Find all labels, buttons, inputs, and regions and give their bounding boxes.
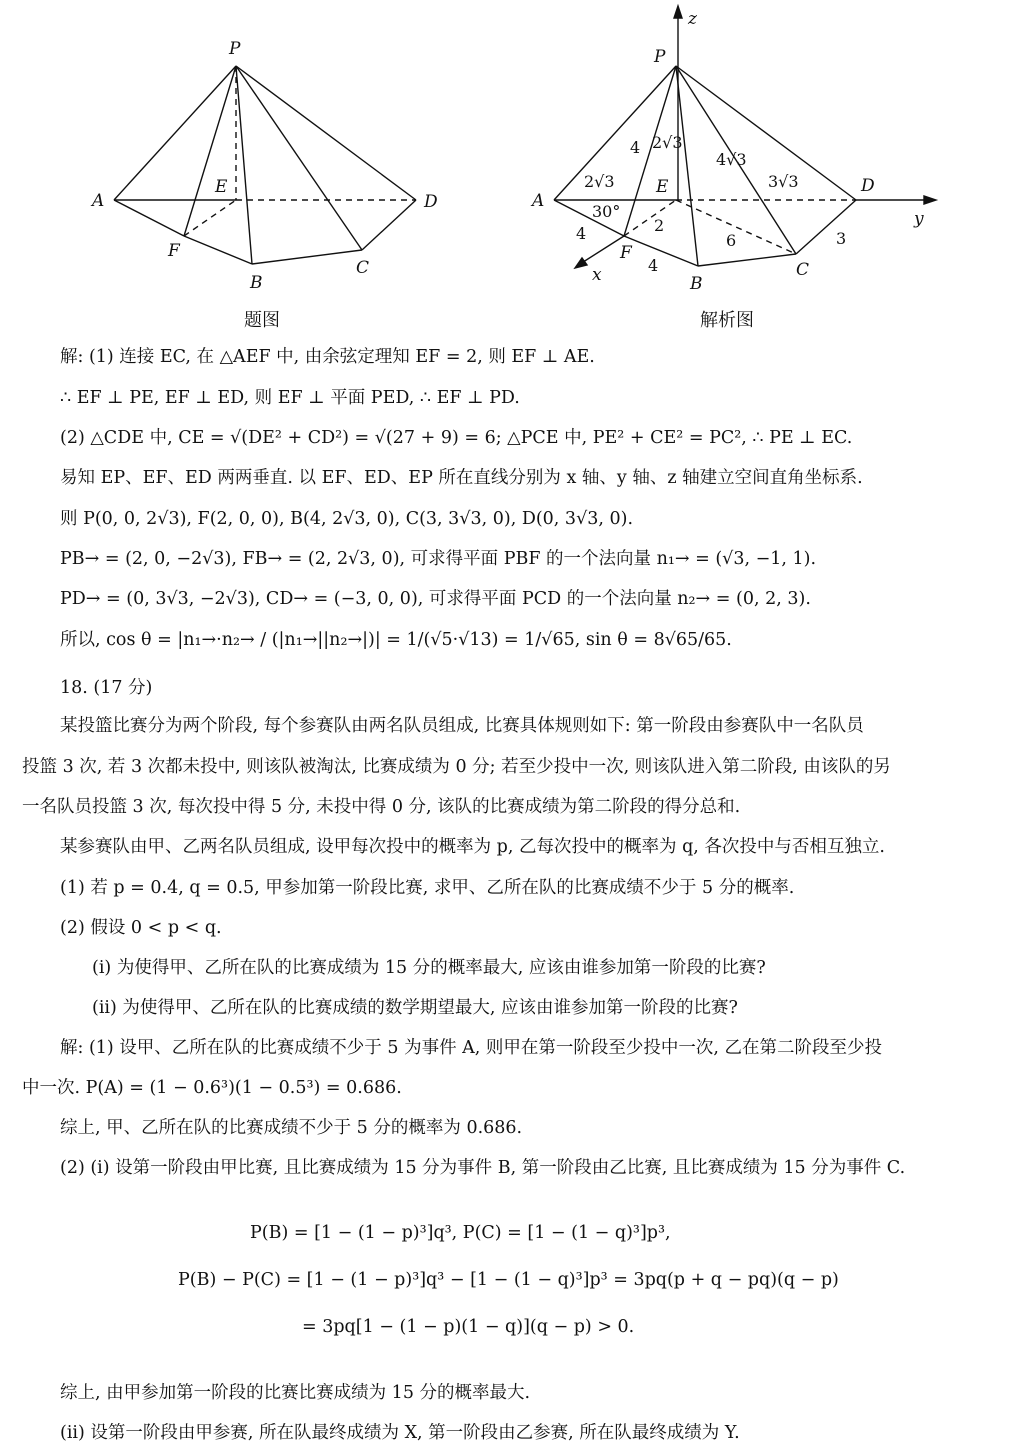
equation-3: = 3pq[1 − (1 − p)(1 − q)](q − p) > 0. — [302, 1317, 635, 1337]
label-c: C — [796, 260, 810, 280]
solution-line-4: 易知 EP、EF、ED 两两垂直. 以 EF、ED、EP 所在直线分别为 x 轴、y 轴、z 轴建立空间直角坐标系. — [60, 468, 863, 488]
figure-problem — [80, 0, 460, 300]
label-f: F — [620, 243, 632, 263]
answer-line-6: (ii) 设第一阶段由甲参赛, 所在队最终成绩为 X, 第一阶段由乙参赛, 所在队最终成绩为 Y. — [60, 1423, 740, 1443]
edge-bc — [252, 250, 362, 264]
edge-fb — [184, 236, 252, 264]
question-para-4: 某参赛队由甲、乙两名队员组成, 设甲每次投中的概率为 p, 乙每次投中的概率为 q, 各次投中与否相互独立. — [60, 837, 885, 857]
measure-pa: 4 — [630, 138, 641, 157]
answer-line-4: (2) (i) 设第一阶段由甲比赛, 且比赛成绩为 15 分为事件 B, 第一阶段由乙比赛, 且比赛成绩为 15 分为事件 C. — [60, 1158, 906, 1178]
label-d: D — [424, 192, 438, 212]
solution-line-5: 则 P(0, 0, 2√3), F(2, 0, 0), B(4, 2√3, 0), C(3, 3√3, 0), D(0, 3√3, 0). — [60, 509, 634, 529]
label-f: F — [168, 241, 180, 261]
label-c: C — [356, 258, 370, 278]
measure-fb: 4 — [648, 256, 659, 275]
label-b: B — [250, 273, 263, 293]
y-axis-arrow-icon — [924, 196, 936, 204]
label-p: P — [229, 39, 241, 59]
label-a: A — [92, 191, 105, 211]
measure-ae: 2√3 — [584, 172, 615, 191]
measure-pe: 2√3 — [652, 133, 683, 152]
caption-analysis: 解析图 — [700, 310, 754, 331]
measure-af: 4 — [576, 224, 587, 243]
solution-line-1: 解: (1) 连接 EC, 在 △AEF 中, 由余弦定理知 EF = 2, 则 EF ⊥ AE. — [60, 347, 595, 367]
question-para-2: 投篮 3 次, 若 3 次都未投中, 则该队被淘汰, 比赛成绩为 0 分; 若至少投中一次, 则该队进入第二阶段, 由该队的另 — [22, 757, 891, 777]
edge-pf — [184, 66, 236, 236]
equation-1: P(B) = [1 − (1 − p)³]q³, P(C) = [1 − (1 − q)³]p³, — [250, 1223, 671, 1243]
solution-line-6: PB→ = (2, 0, −2√3), FB→ = (2, 2√3, 0), 可求得平面 PBF 的一个法向量 n₁→ = (√3, −1, 1). — [60, 549, 817, 569]
label-b: B — [690, 274, 703, 294]
edge-fe — [624, 200, 676, 236]
edge-fe — [184, 200, 236, 236]
z-axis-arrow-icon — [674, 6, 682, 18]
question-number: 18. (17 分) — [60, 678, 153, 698]
question-para-3: 一名队员投篮 3 次, 每次投中得 5 分, 未投中得 0 分, 该队的比赛成绩为第二阶段的得分总和. — [22, 797, 741, 817]
solution-line-2: ∴ EF ⊥ PE, EF ⊥ ED, 则 EF ⊥ 平面 PED, ∴ EF ⊥ PD. — [60, 388, 520, 408]
label-a: A — [532, 191, 545, 211]
edge-fb — [624, 236, 698, 266]
answer-line-2: 中一次. P(A) = (1 − 0.6³)(1 − 0.5³) = 0.686. — [22, 1078, 402, 1098]
solution-line-8: 所以, cos θ = |n₁→·n₂→ / (|n₁→||n₂→|)| = 1/(√5·√13) = 1/√65, sin θ = 8√65/65. — [60, 630, 732, 650]
edge-af — [114, 200, 184, 236]
measure-angle: 30° — [592, 202, 621, 221]
edge-pc — [236, 66, 362, 250]
edge-pd — [236, 66, 416, 200]
label-e: E — [656, 177, 669, 197]
question-part-2: (2) 假设 0 < p < q. — [60, 918, 222, 938]
equation-2: P(B) − P(C) = [1 − (1 − p)³]q³ − [1 − (1 − q)³]p³ = 3pq(p + q − pq)(q − p) — [178, 1270, 839, 1290]
x-axis-arrow-icon — [575, 258, 587, 268]
question-part-2ii: (ii) 为使得甲、乙所在队的比赛成绩的数学期望最大, 应该由谁参加第一阶段的比赛? — [92, 998, 738, 1018]
solution-line-7: PD→ = (0, 3√3, −2√3), CD→ = (−3, 0, 0), 可求得平面 PCD 的一个法向量 n₂→ = (0, 2, 3). — [60, 589, 811, 609]
measure-pb: 4√3 — [716, 150, 747, 169]
edge-pd — [676, 66, 856, 200]
edge-cd — [796, 200, 856, 254]
measure-pc: 3√3 — [768, 172, 799, 191]
answer-line-3: 综上, 甲、乙所在队的比赛成绩不少于 5 分的概率为 0.686. — [60, 1118, 523, 1138]
label-x-axis: x — [592, 265, 602, 285]
answer-line-5: 综上, 由甲参加第一阶段的比赛比赛成绩为 15 分的概率最大. — [60, 1383, 531, 1403]
caption-problem: 题图 — [244, 310, 280, 331]
measure-ec: 6 — [726, 231, 737, 250]
measure-cd: 3 — [836, 229, 847, 248]
label-y-axis: y — [914, 209, 924, 229]
answer-line-1: 解: (1) 设甲、乙所在队的比赛成绩不少于 5 为事件 A, 则甲在第一阶段至少投中一次, 乙在第二阶段至少投 — [60, 1038, 883, 1058]
label-p: P — [654, 47, 666, 67]
label-e: E — [215, 177, 228, 197]
question-para-1: 某投篮比赛分为两个阶段, 每个参赛队由两名队员组成, 比赛具体规则如下: 第一阶段由参赛队中一名队员 — [60, 716, 864, 736]
solution-line-3: (2) △CDE 中, CE = √(DE² + CD²) = √(27 + 9) = 6; △PCE 中, PE² + CE² = PC², ∴ PE ⊥ EC. — [60, 428, 853, 448]
label-d: D — [861, 176, 875, 196]
edge-pb — [236, 66, 252, 264]
figure-analysis — [520, 0, 960, 300]
edge-cd — [362, 200, 416, 250]
label-z-axis: z — [688, 9, 697, 29]
edge-bc — [698, 254, 796, 266]
x-axis — [580, 236, 624, 264]
question-part-2i: (i) 为使得甲、乙所在队的比赛成绩为 15 分的概率最大, 应该由谁参加第一阶段的比赛? — [92, 958, 766, 978]
question-part-1: (1) 若 p = 0.4, q = 0.5, 甲参加第一阶段比赛, 求甲、乙所在队的比赛成绩不少于 5 分的概率. — [60, 878, 795, 898]
measure-ef: 2 — [654, 216, 665, 235]
